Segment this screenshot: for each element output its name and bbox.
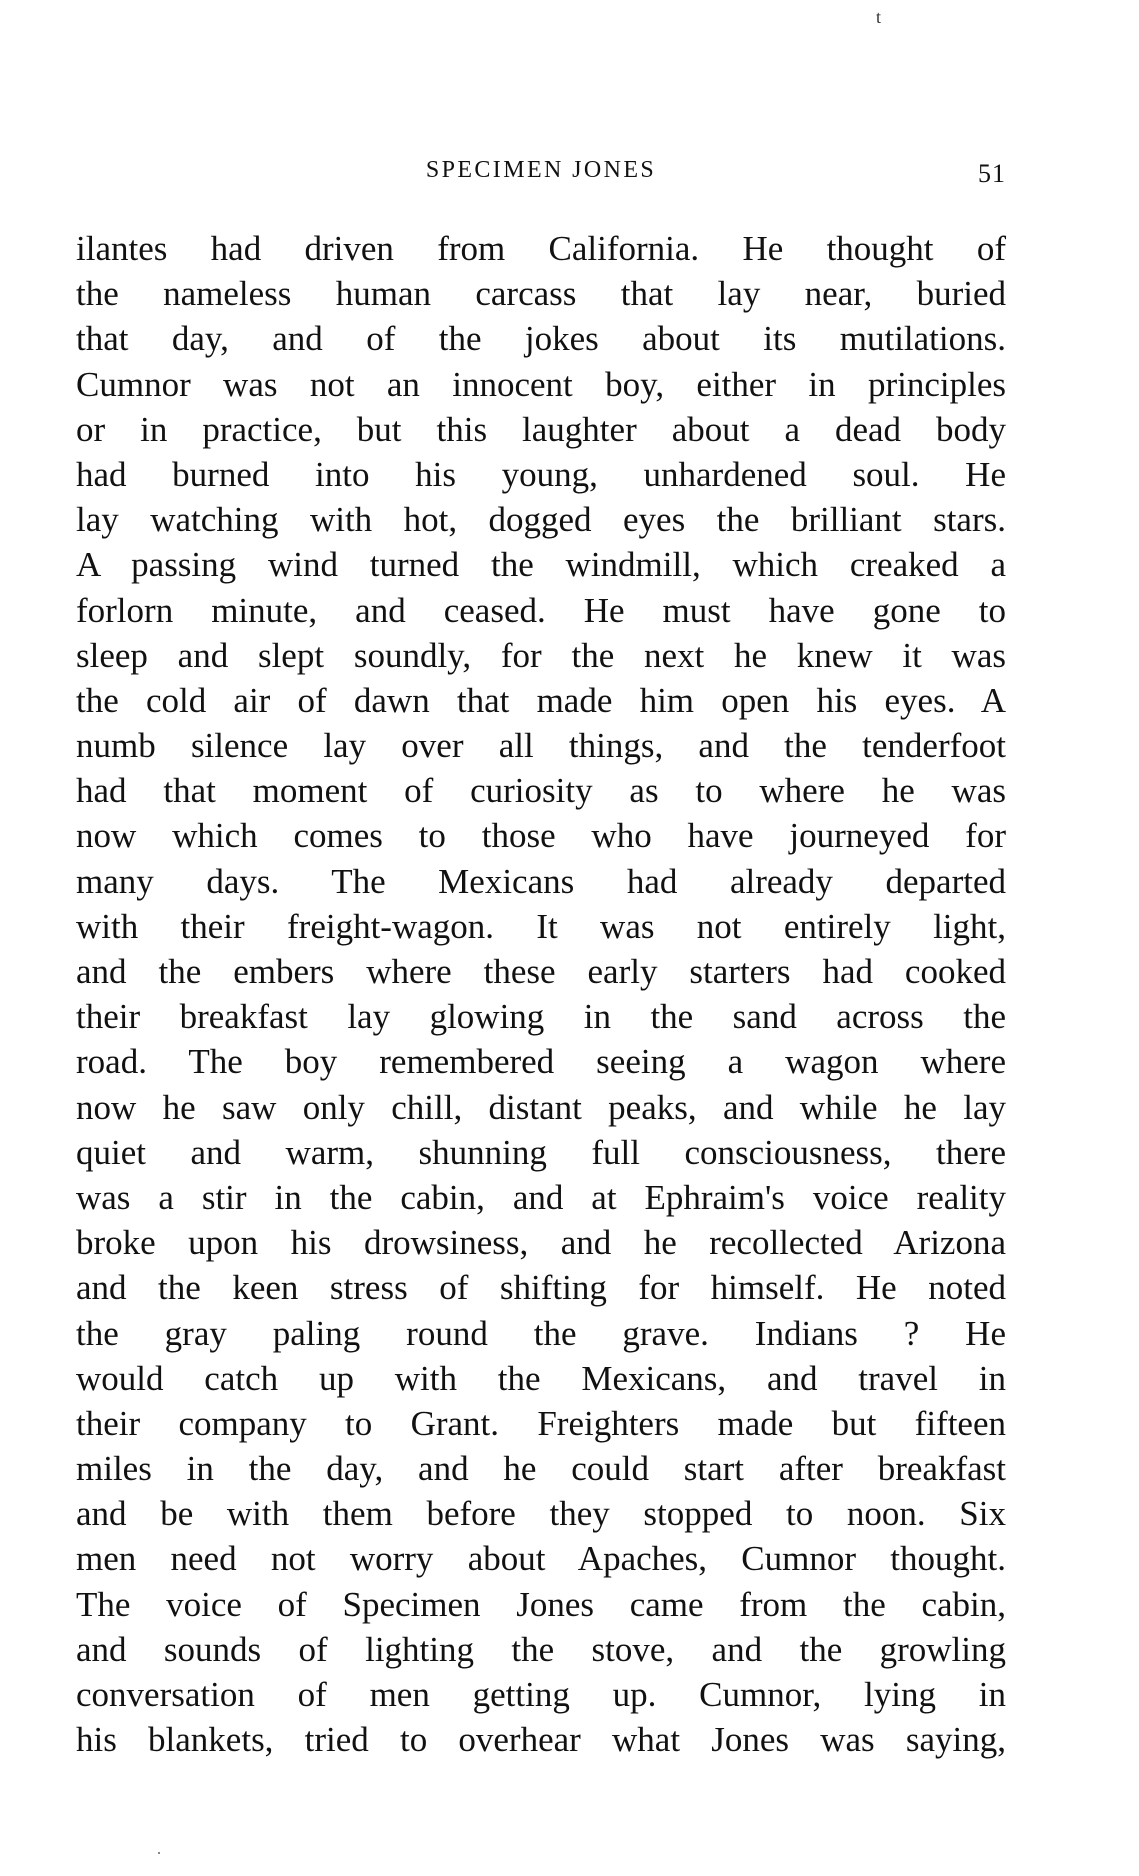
text-line: and the embers where these early starters had cooked	[76, 952, 1006, 991]
text-line: the nameless human carcass that lay near, buried	[76, 274, 1006, 314]
text-line: many days. The Mexicans had already departed	[76, 861, 1006, 901]
body-text	[76, 226, 1006, 1762]
text-line: numb silence lay over all things, and the tenderfoot	[76, 726, 1006, 766]
text-line: with their freight-wagon. It was not entirely light,	[76, 906, 1006, 946]
print-speck	[158, 1852, 160, 1854]
running-title: SPECIMEN JONES	[425, 157, 657, 183]
text-line: Cumnor was not an innocent boy, either in principles	[76, 364, 1006, 404]
text-line: his blankets, tried to overhear what Jones was saying,	[76, 1720, 1006, 1760]
text-line: A passing wind turned the windmill, which creaked a	[76, 545, 1006, 585]
text-line: The voice of Specimen Jones came from the cabin,	[76, 1584, 1006, 1624]
text-line: miles in the day, and he could start after breakfast	[76, 1449, 1006, 1489]
text-line: had that moment of curiosity as to where he was	[76, 771, 1006, 811]
text-line: and the keen stress of shifting for himself. He noted	[76, 1268, 1006, 1308]
text-line: their breakfast lay glowing in the sand across the	[76, 997, 1006, 1037]
text-line: now which comes to those who have journeyed for	[76, 816, 1006, 856]
text-line: quiet and warm, shunning full consciousness, there	[76, 1132, 1006, 1172]
text-line: or in practice, but this laughter about a dead body	[76, 409, 1006, 449]
text-line: sleep and slept soundly, for the next he knew it was	[76, 635, 1006, 675]
text-line: was a stir in the cabin, and at Ephraim's voice reality	[76, 1177, 1006, 1217]
text-line: now he saw only chill, distant peaks, and while he lay	[76, 1087, 1006, 1127]
text-line: would catch up with the Mexicans, and travel in	[76, 1358, 1006, 1398]
text-line: their company to Grant. Freighters made but fifteen	[76, 1403, 1006, 1443]
page-number: 51	[978, 159, 1006, 188]
text-line: men need not worry about Apaches, Cumnor thought.	[76, 1539, 1006, 1579]
text-line: ilantes had driven from California. He thought of	[76, 229, 1006, 268]
text-line: and be with them before they stopped to noon. Six	[76, 1494, 1006, 1534]
text-line: the gray paling round the grave. Indians ? He	[76, 1313, 1006, 1353]
running-header	[76, 150, 1006, 190]
text-line: road. The boy remembered seeing a wagon where	[76, 1042, 1006, 1082]
text-line: the cold air of dawn that made him open his eyes. A	[76, 680, 1006, 720]
text-line: broke upon his drowsiness, and he recollected Arizona	[76, 1223, 1006, 1263]
text-line: that day, and of the jokes about its mutilations.	[76, 319, 1006, 359]
corner-mark: t	[876, 7, 882, 27]
text-line: forlorn minute, and ceased. He must have gone to	[76, 590, 1006, 630]
text-line: and sounds of lighting the stove, and the growling	[76, 1629, 1006, 1669]
text-line: had burned into his young, unhardened soul. He	[76, 454, 1006, 494]
text-line: conversation of men getting up. Cumnor, lying in	[76, 1675, 1006, 1714]
text-line: lay watching with hot, dogged eyes the brilliant stars.	[76, 500, 1006, 540]
